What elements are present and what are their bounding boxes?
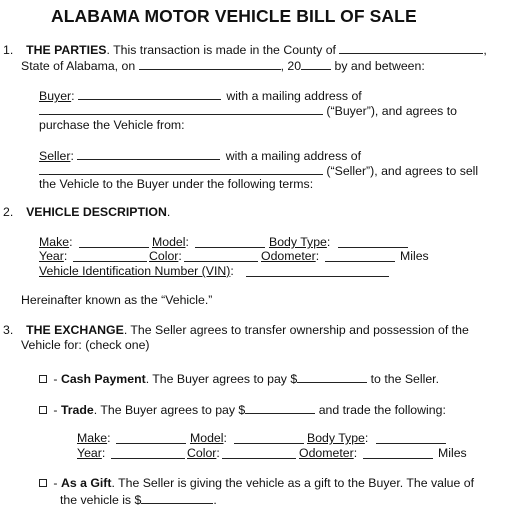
seller-mailing-text: with a mailing address of bbox=[225, 149, 362, 163]
state-text: State of Alabama, on bbox=[21, 59, 136, 73]
vehicle-body-type-label: Body Type: bbox=[269, 235, 331, 249]
buyer-tag-text: (“Buyer”), and agrees to bbox=[326, 104, 457, 118]
cash-payment-label: Cash Payment bbox=[60, 372, 146, 386]
trade-option bbox=[39, 402, 446, 416]
seller-label: Seller bbox=[39, 149, 71, 163]
vehicle-odometer-label: Odometer: bbox=[261, 249, 320, 263]
gift-value-text: the vehicle is $ bbox=[60, 493, 142, 507]
vehicle-vin-field[interactable] bbox=[246, 265, 389, 277]
year-field[interactable] bbox=[301, 58, 331, 70]
county-field[interactable] bbox=[339, 42, 483, 54]
cash-payment-text: . The Buyer agrees to pay $ bbox=[145, 372, 298, 386]
gift-value-field[interactable] bbox=[141, 492, 213, 504]
buyer-line-1 bbox=[39, 88, 362, 102]
trade-odometer-label: Odometer: bbox=[299, 446, 358, 460]
section-number-1: 1. bbox=[3, 43, 14, 57]
vehicle-color-label: Color: bbox=[149, 249, 182, 263]
section-number-3: 3. bbox=[3, 323, 14, 337]
vehicle-vin-label: Vehicle Identification Number (VIN): bbox=[39, 264, 234, 278]
trade-color-label: Color: bbox=[187, 446, 220, 460]
cash-amount-field[interactable] bbox=[297, 371, 367, 383]
cash-payment-end-text: to the Seller. bbox=[370, 372, 439, 386]
exchange-line-2: Vehicle for: (check one) bbox=[21, 338, 150, 352]
buyer-label: Buyer bbox=[39, 89, 72, 103]
trade-year-field[interactable] bbox=[111, 447, 185, 459]
trade-make-label: Make: bbox=[77, 431, 111, 445]
seller-address-field[interactable] bbox=[39, 163, 323, 175]
trade-body-type-field[interactable] bbox=[376, 432, 446, 444]
trade-model-field[interactable] bbox=[234, 432, 304, 444]
cash-dash: - bbox=[50, 372, 61, 386]
trade-miles-text: Miles bbox=[438, 446, 467, 460]
vehicle-make-field[interactable] bbox=[79, 236, 149, 248]
trade-year-label: Year: bbox=[77, 446, 106, 460]
section-number-2: 2. bbox=[3, 205, 14, 219]
vehicle-year-field[interactable] bbox=[73, 250, 147, 262]
parties-heading: THE PARTIES bbox=[26, 43, 107, 57]
vehicle-heading-line: 2. VEHICLE DESCRIPTION. bbox=[3, 205, 171, 219]
vehicle-odometer-field[interactable] bbox=[325, 250, 395, 262]
trade-text: . The Buyer agrees to pay $ bbox=[93, 403, 246, 417]
trade-checkbox[interactable] bbox=[39, 406, 47, 414]
trade-make-field[interactable] bbox=[116, 432, 186, 444]
trade-end-text: and trade the following: bbox=[318, 403, 446, 417]
parties-line-2 bbox=[21, 58, 425, 72]
gift-option bbox=[39, 477, 474, 489]
gift-label: As a Gift bbox=[60, 476, 112, 490]
seller-line-2 bbox=[39, 163, 478, 177]
exchange-heading: THE EXCHANGE bbox=[26, 323, 124, 337]
hereinafter-text: Hereinafter known as the “Vehicle.” bbox=[21, 293, 213, 307]
buyer-line-2 bbox=[39, 103, 457, 117]
document-title: ALABAMA MOTOR VEHICLE BILL OF SALE bbox=[51, 6, 417, 26]
vehicle-miles-text: Miles bbox=[400, 249, 429, 263]
gift-period: . bbox=[213, 493, 217, 507]
exchange-line-1 bbox=[3, 324, 469, 336]
seller-tag-text: (“Seller”), and agrees to sell bbox=[326, 164, 479, 178]
parties-line-1: 1. THE PARTIES. This transaction is made in the County of , bbox=[3, 43, 487, 57]
trade-label: Trade bbox=[60, 403, 94, 417]
vehicle-body-type-field[interactable] bbox=[338, 236, 408, 248]
gift-checkbox[interactable] bbox=[39, 479, 47, 487]
vehicle-year-label: Year: bbox=[39, 249, 68, 263]
trade-color-field[interactable] bbox=[222, 447, 296, 459]
exchange-intro-text: . The Seller agrees to transfer ownership and possession of the bbox=[123, 323, 469, 337]
buyer-mailing-text: with a mailing address of bbox=[226, 89, 362, 103]
date-field[interactable] bbox=[139, 58, 281, 70]
buyer-purchase-text: purchase the Vehicle from: bbox=[39, 118, 185, 132]
by-and-between-text: by and between: bbox=[334, 59, 425, 73]
seller-line-1 bbox=[39, 148, 361, 162]
trade-body-type-label: Body Type: bbox=[307, 431, 369, 445]
seller-colon: : bbox=[70, 149, 74, 163]
vehicle-model-label: Model: bbox=[152, 235, 189, 249]
cash-payment-checkbox[interactable] bbox=[39, 375, 47, 383]
year-prefix-text: , 20 bbox=[280, 59, 302, 73]
vehicle-model-field[interactable] bbox=[195, 236, 265, 248]
seller-name-field[interactable] bbox=[77, 148, 220, 160]
trade-odometer-field[interactable] bbox=[363, 447, 433, 459]
buyer-name-field[interactable] bbox=[78, 88, 221, 100]
cash-payment-option bbox=[39, 371, 439, 385]
buyer-colon: : bbox=[71, 89, 75, 103]
parties-intro-text: . This transaction is made in the County of bbox=[106, 43, 336, 57]
trade-amount-field[interactable] bbox=[245, 402, 315, 414]
seller-terms-text: the Vehicle to the Buyer under the following terms: bbox=[39, 177, 314, 191]
trade-model-label: Model: bbox=[190, 431, 227, 445]
gift-dash: - bbox=[50, 476, 61, 490]
vehicle-color-field[interactable] bbox=[184, 250, 258, 262]
vehicle-make-label: Make: bbox=[39, 235, 73, 249]
gift-line-2 bbox=[60, 492, 217, 506]
gift-text: . The Seller is giving the vehicle as a gift to the Buyer. The value of bbox=[111, 476, 475, 490]
trade-dash: - bbox=[50, 403, 61, 417]
vehicle-heading: VEHICLE DESCRIPTION bbox=[26, 205, 167, 219]
buyer-address-field[interactable] bbox=[39, 103, 323, 115]
